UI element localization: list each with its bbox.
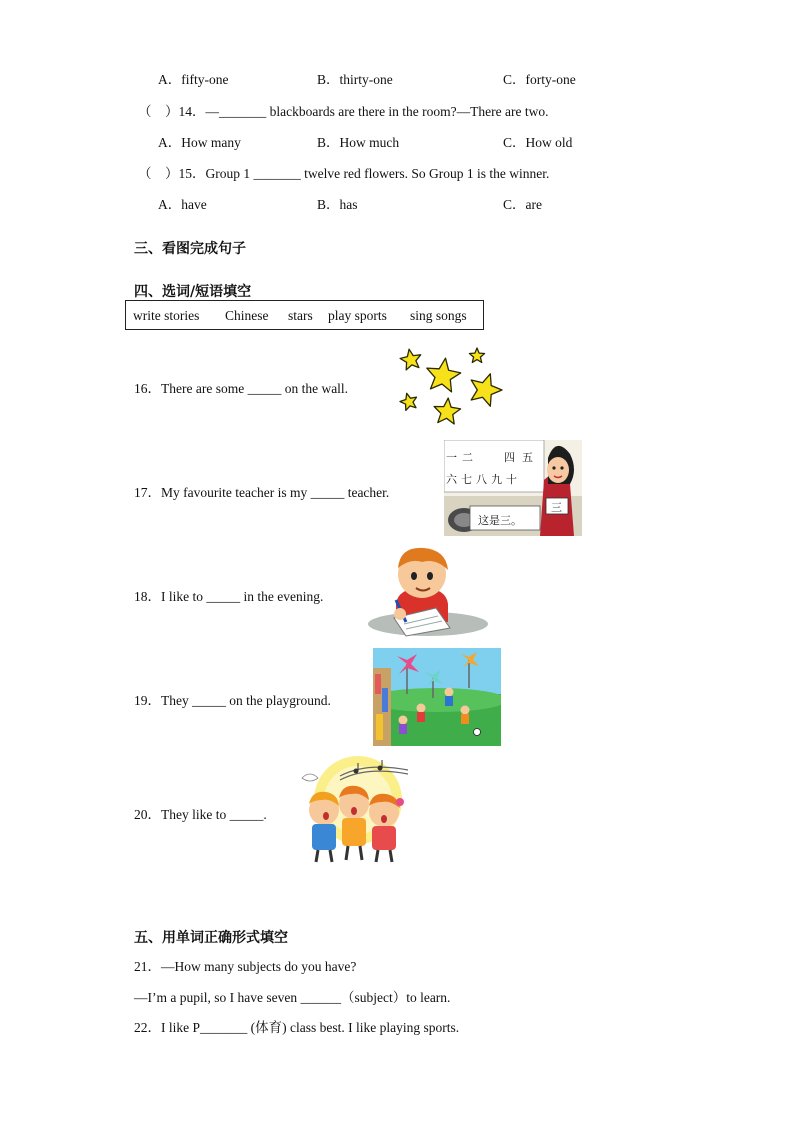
star-icon [434,398,461,424]
star-icon [400,393,417,410]
word-bank [125,300,484,330]
board-row-1 [446,449,534,465]
star-icon [471,374,502,406]
q20-sentence: 20．They like to _____. [134,807,267,822]
q19-sentence: 19．They _____ on the playground. [134,693,331,708]
board-row-2 [446,471,518,487]
held-character: 三 [551,501,562,514]
q14-option-c: C．How old [503,135,573,150]
boy-writing-picture [366,544,490,640]
section-3-title: 三、看图完成句子 [134,241,246,257]
q13-option-c: C．forty-one [503,72,576,87]
word-bank-item: Chinese [225,308,269,323]
q17-sentence: 17．My favourite teacher is my _____ teacher. [134,485,390,500]
q16-sentence: 16．There are some _____ on the wall. [134,381,349,396]
children-singing-picture [296,754,420,870]
q21-line-2: —I’m a pupil, so I have seven ______（subject）to learn. [134,990,451,1005]
word-bank-item: sing songs [410,308,467,323]
board-char: 十 [506,473,518,486]
stars-picture [395,342,505,428]
word-bank-item: play sports [328,308,387,323]
word-bank-item: write stories [133,308,200,323]
q14-question: （ ）14．—_______ blackboards are there in the room?—There are two. [138,104,549,119]
q13-option-b: B．thirty-one [317,72,393,87]
q15-option-b: B．has [317,197,358,212]
board-char: 六 [446,473,458,486]
q22-sentence: 22．I like P_______ (体育) class best. I like playing sports. [134,1020,460,1035]
q14-option-b: B．How much [317,135,400,150]
q15-option-c: C．are [503,197,542,212]
word-bank-item: stars [288,308,313,323]
board-char: 九 [491,473,503,486]
board-char: 二 [462,451,474,464]
board-char: 五 [522,451,534,464]
q15-option-a: A．have [158,197,207,212]
section-5-title: 五、用单词正确形式填空 [134,930,288,946]
board-char: 七 [461,473,473,486]
star-icon [427,358,461,392]
q18-sentence: 18．I like to _____ in the evening. [134,589,324,604]
chinese-teacher-picture [444,440,582,536]
board-char: 四 [504,451,516,464]
star-icon [469,348,484,363]
star-icon [400,349,421,370]
card-text: 这是三。 [478,514,522,527]
q15-question: （ ）15．Group 1 _______ twelve red flowers. So Group 1 is the winner. [138,166,550,181]
q21-line-1: 21．—How many subjects do you have? [134,959,357,974]
q13-option-a: A．fifty-one [158,72,229,87]
board-char: 一 [446,451,458,464]
q14-option-a: A．How many [158,135,241,150]
section-4-title: 四、选词/短语填空 [134,284,252,300]
board-char: 八 [476,473,488,486]
playground-picture [373,648,501,746]
